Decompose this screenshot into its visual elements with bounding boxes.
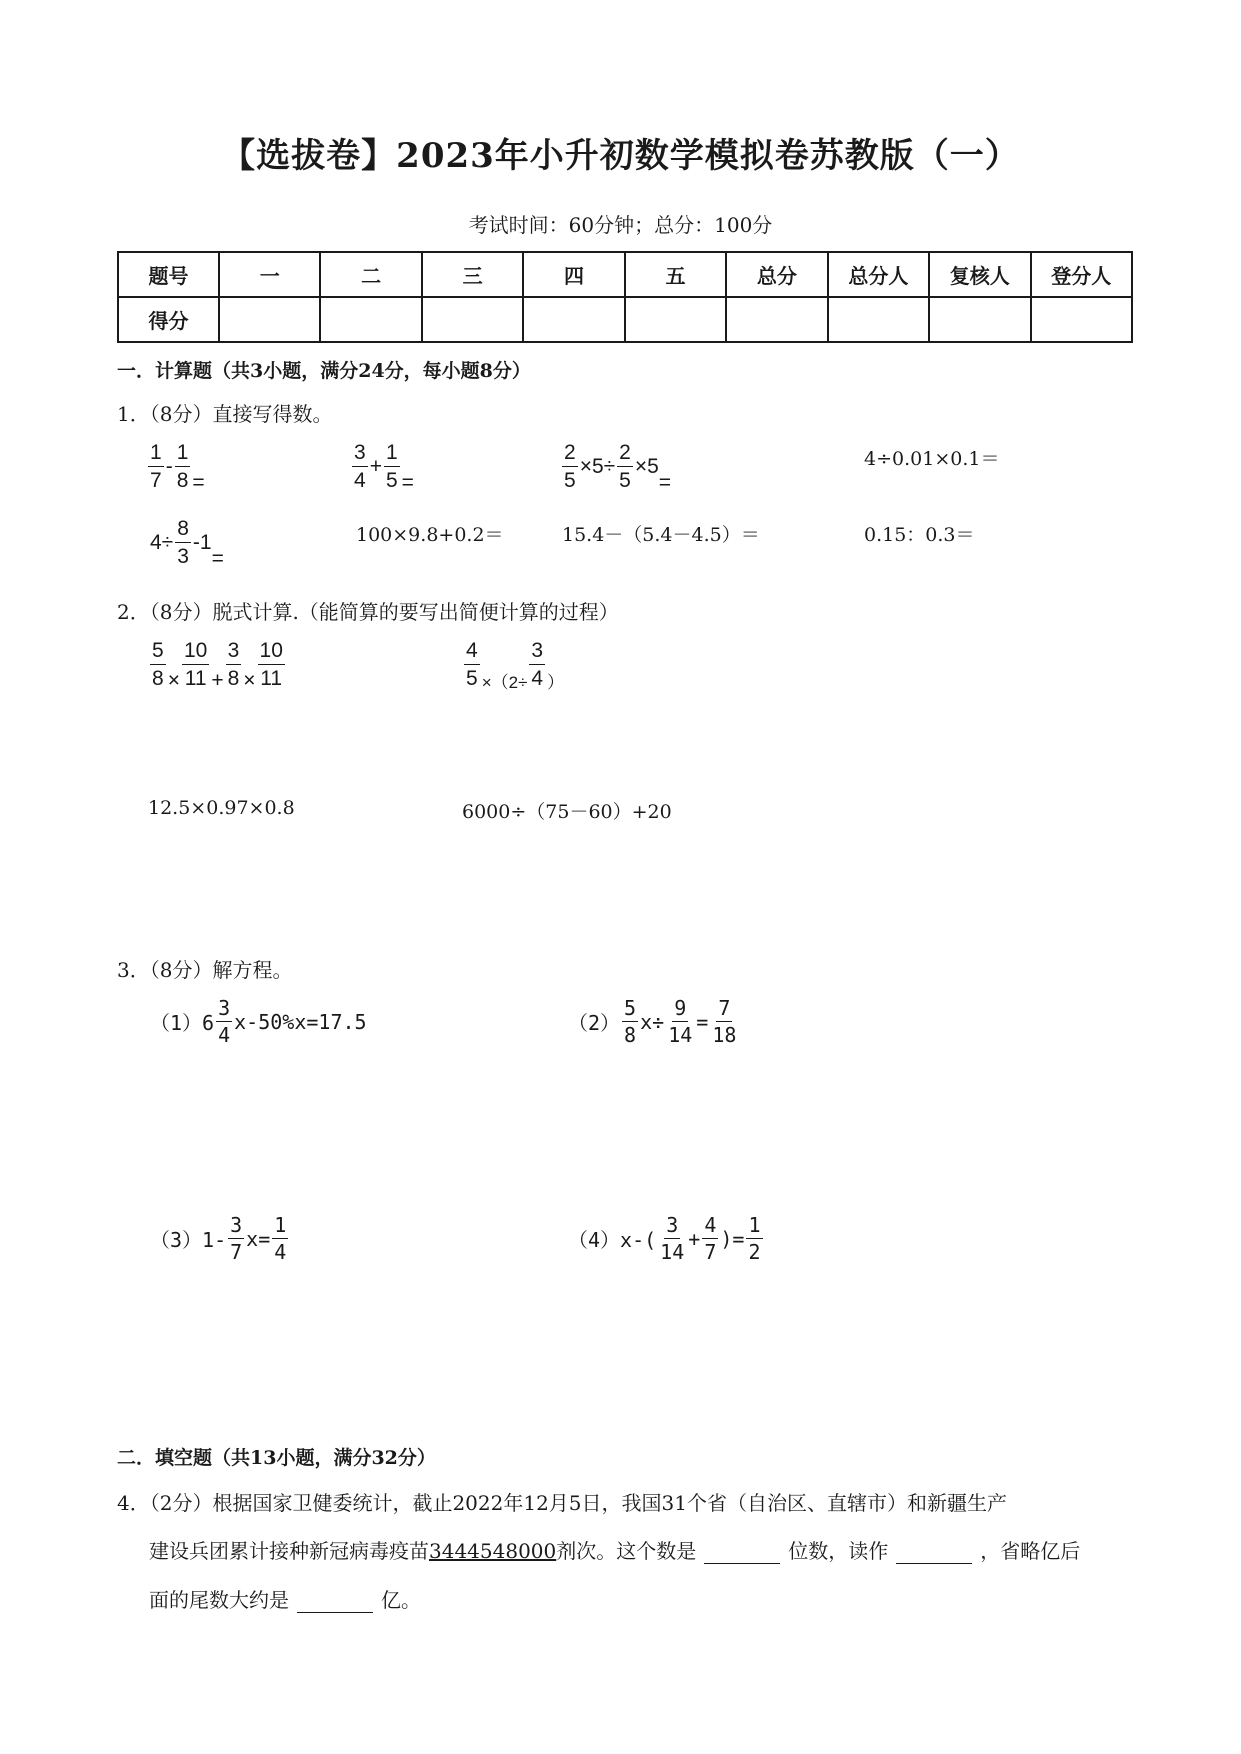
table-cell: 总分 xyxy=(726,252,827,297)
exam-info: 考试时间：60分钟；总分：100分 xyxy=(468,213,773,237)
fraction: $\frac{3}{4}$ xyxy=(531,639,544,690)
expression: $\frac{5}{8}$ × $\frac{10}{11}$ + $\frac{3}{8}$ × $\frac{10}{11}$ xyxy=(152,639,283,692)
score-entry-cell[interactable] xyxy=(929,297,1030,342)
fraction: $\frac{10}{11}$ xyxy=(183,639,208,690)
table-cell: 五 xyxy=(625,252,726,297)
answer-blank[interactable] xyxy=(896,1543,972,1564)
score-entry-cell[interactable] xyxy=(219,297,320,342)
expression: 6000÷（75－60）+20 xyxy=(462,801,672,823)
fraction: $\frac{3}{7}$ xyxy=(230,1213,243,1264)
answer-blank[interactable] xyxy=(704,1543,780,1564)
fraction: $\frac{2}{5}$ xyxy=(619,441,631,492)
equation: （4）x-( $\frac{3}{14}$ + $\frac{4}{7}$ )= $\frac{1}{2}$ xyxy=(568,1213,761,1264)
equation: （3）1- $\frac{3}{7}$ x= $\frac{1}{4}$ xyxy=(150,1213,287,1264)
fraction: $\frac{5}{8}$ xyxy=(152,639,164,690)
table-cell: 三 xyxy=(422,252,523,297)
highlighted-number: 3444548000 xyxy=(429,1539,557,1563)
score-entry-cell[interactable] xyxy=(422,297,523,342)
score-entry-cell[interactable] xyxy=(1031,297,1133,342)
fraction: $\frac{4}{7}$ xyxy=(704,1213,717,1264)
score-entry-cell[interactable] xyxy=(320,297,421,342)
question-text: 面的尾数大约是 亿。 xyxy=(149,1588,421,1612)
expression: 100×9.8+0.2＝ xyxy=(356,524,504,546)
fraction: $\frac{10}{11}$ xyxy=(259,639,283,690)
expression: 0.15：0.3＝ xyxy=(864,524,975,546)
fraction: $\frac{1}{7}$ xyxy=(150,441,162,492)
answer-blank[interactable] xyxy=(297,1592,373,1613)
question-label: 3．（8分）解方程。 xyxy=(117,958,293,982)
fraction: $\frac{3}{14}$ xyxy=(660,1213,685,1264)
fraction: $\frac{5}{8}$ xyxy=(624,996,637,1047)
question-label: 1．（8分）直接写得数。 xyxy=(117,402,333,426)
table-cell: 四 xyxy=(523,252,624,297)
table-cell: 题号 xyxy=(118,252,219,297)
expression: $\frac{3}{4}$ + $\frac{1}{5}$ = xyxy=(354,441,414,494)
expression: 4÷0.01×0.1＝ xyxy=(864,448,1000,470)
score-table-score-row xyxy=(118,297,1132,342)
equation: （2） $\frac{5}{8}$ x÷ $\frac{9}{14}$ = $\frac{7}{18}$ xyxy=(568,996,737,1047)
question-text: 4．（2分）根据国家卫健委统计，截止2022年12月5日，我国31个省（自治区、直辖市）和新疆生产 xyxy=(117,1491,1007,1515)
fraction: $\frac{4}{5}$ xyxy=(466,639,478,690)
fraction: $\frac{1}{8}$ xyxy=(176,441,189,492)
fraction: $\frac{8}{3}$ xyxy=(177,517,189,568)
question-text: 建设兵团累计接种新冠病毒疫苗3444548000剂次。这个数是 位数，读作 ，省略亿后 xyxy=(149,1539,1081,1563)
equation: （1）6 $\frac{3}{4}$ x-50%x=17.5 xyxy=(150,996,367,1047)
expression: $\frac{4}{5}$ ×（2÷ $\frac{3}{4}$ ） xyxy=(466,639,565,692)
section-heading: 一．计算题（共3小题，满分24分，每小题8分） xyxy=(117,360,531,382)
table-cell: 得分 xyxy=(118,297,219,342)
fraction: $\frac{7}{18}$ xyxy=(712,996,737,1047)
expression: 15.4－（5.4－4.5）＝ xyxy=(562,524,760,546)
page-title: 【选拔卷】2023年小升初数学模拟卷苏教版（一） xyxy=(221,136,1020,176)
fraction: $\frac{3}{8}$ xyxy=(227,639,240,690)
score-entry-cell[interactable] xyxy=(625,297,726,342)
score-table xyxy=(117,251,1133,343)
section-heading: 二．填空题（共13小题，满分32分） xyxy=(117,1447,436,1469)
expression: 12.5×0.97×0.8 xyxy=(148,797,295,819)
expression: $\frac{1}{7}$ - $\frac{1}{8}$ = xyxy=(150,441,205,494)
table-cell: 一 xyxy=(219,252,320,297)
fraction: $\frac{3}{4}$ xyxy=(354,441,366,492)
table-cell: 登分人 xyxy=(1031,252,1133,297)
table-cell: 二 xyxy=(320,252,421,297)
fraction: $\frac{1}{5}$ xyxy=(385,441,398,492)
expression: 4÷ $\frac{8}{3}$ -1 = xyxy=(150,517,224,570)
fraction: $\frac{9}{14}$ xyxy=(668,996,693,1047)
expression: $\frac{2}{5}$ ×5÷ $\frac{2}{5}$ ×5 = xyxy=(564,441,672,494)
score-entry-cell[interactable] xyxy=(726,297,827,342)
table-cell: 总分人 xyxy=(828,252,929,297)
score-entry-cell[interactable] xyxy=(828,297,929,342)
score-entry-cell[interactable] xyxy=(523,297,624,342)
fraction: $\frac{3}{4}$ xyxy=(218,996,231,1047)
score-table-header-row xyxy=(118,252,1132,297)
fraction: $\frac{1}{4}$ xyxy=(274,1213,287,1264)
table-cell: 复核人 xyxy=(929,252,1030,297)
fraction: $\frac{2}{5}$ xyxy=(564,441,576,492)
fraction: $\frac{1}{2}$ xyxy=(748,1213,761,1264)
question-label: 2．（8分）脱式计算.（能简算的要写出简便计算的过程） xyxy=(117,600,619,624)
